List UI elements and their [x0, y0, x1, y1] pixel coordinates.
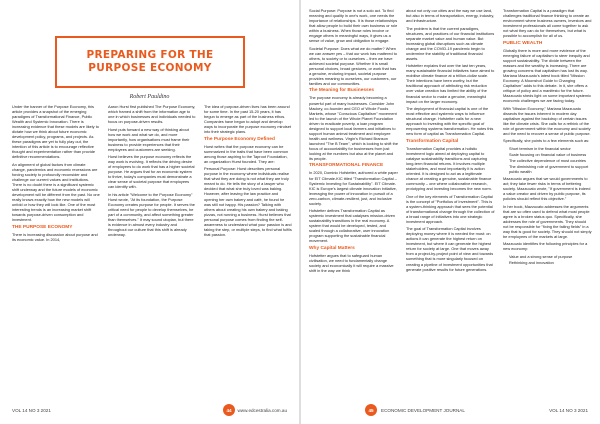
paragraph: Hurst puts forward a new way of thinking about how we work and what we do, and more importantly, how organisations must frame their business to provide experiences that their employees and customers are seeking. — [108, 126, 190, 152]
section-heading-defined: The Purpose Economy Defined — [204, 136, 275, 142]
right-page-columns — [309, 8, 592, 398]
page-number-badge: 44 — [223, 404, 235, 416]
paragraph: Transformation Capital is a paradigm that challenges traditional finance thinking to create an environment where business owners, investors and investment professionals all come together to ask not what they can do for themselves, but what is possible to accomplish for all of us. — [503, 8, 592, 39]
paragraph: Aaron Hurst first published The Purpose Economy, which framed a shift from the information age to one in which businesses and individuals needed to focus on purpose-driven results. — [108, 104, 196, 125]
section-heading-transformation-capital: Transformation Capital — [406, 138, 459, 144]
paragraph: With "Mission Economy," Mariana Mazzucato dissects the issues inherent in modern day capitalism against the backdrop of certain issues like the climate crisis. She calls for a rethink of the role of government within the economy and society and the need to recover a sense of public purpose. — [503, 105, 591, 136]
paragraph: Under the banner of the Purpose Economy, this article provides a snapshot of the emerging paradigms of Transformational Finance, Public Wealth and Systemic Innovation. There is increasing evidence that these models are likely to dictate how we think about future economic development policy, programs, and projects. As these paradigms are yet to fully play out, the intention of this article is to encourage reflective thought and experimentation rather than provide definitive recommendations. — [12, 104, 99, 160]
list-item: • The collective dependence of most countries — [509, 158, 592, 163]
list-item: • Short termism in the financial sector — [509, 146, 592, 151]
title-line-1: PREPARING FOR THE — [86, 49, 214, 61]
left-page — [0, 0, 299, 424]
paragraph: The problem is that the current paradigms, structures, and practices of our financial institutions separate market value and human value. But increasing global disruptions such as climate change and the COVID-19 pandemic begin to undermine the stability of traditional financial assets. — [406, 25, 495, 61]
left-column-1 — [12, 104, 100, 399]
footer-magazine-name: ECONOMIC DEVELOPMENT JOURNAL — [381, 408, 465, 413]
page-number-badge: 45 — [365, 404, 377, 416]
paragraph: Globally there is more and more evidence of the emerging failure of capitalism to steer inequity and support sustainability. The divide between the masses and the wealthy is increasing. There are growing concerns that capitalism has lost its way. Mariana Mazzucato's latest book titled "Mission Economy: A Moonshot Guide to Changing Capitalism" adds to this debate. In it, she offers a critique of policy and a manifesto for the future. Mazzucato sheds light on some important systemic economic challenges we are facing today. — [503, 47, 592, 104]
list-item: • Value and a strong sense of purpose — [509, 254, 592, 259]
right-page — [301, 0, 600, 424]
footer-website-link[interactable]: www.edcestralia.com.au — [237, 408, 287, 413]
paragraph: Social Purpose: Purpose is not a solo act. To find meaning and quality in one's work, one needs the importance of relationships. It is those relationships that allow people to build their own business or role within a business. When those roles involve or engage others in meaningful ways, it gives us a sense of value, grow and obligation to engage. — [309, 8, 398, 44]
paragraph: Specifically, she points to a few elements such as: — [503, 138, 590, 144]
right-column-3 — [503, 8, 592, 398]
paragraph: Mazzucato argues that we would governments to act; they take fewer risks in terms of bettering society. Mazzucato wrote, "If government is indeed a value creator and driven by public purpose, its policies should reflect this objective." — [503, 175, 591, 202]
paragraph: In his article "Welcome to the Purpose Economy" Hurst wrote, "At its foundation, the Purpose Economy creates purpose for people. It serves the critical need for people to develop themselves, be part of a community, and affect something greater than themselves." It may sound utopian, but there is evidence in almost every industry and throughout our culture that this shift is already underway. — [108, 191, 195, 238]
author-byline: Robert Pauldino — [129, 94, 170, 100]
paragraph: Hofstetter defines Transformation Capital as systemic investment that catalyses mission-driven sustainability transitions in the real economy. A system that would be developed, tested, and scaled through a collaborative, user innovation program supporting the sustainable financial movement. — [309, 208, 396, 244]
paragraph: One of the key elements of Transformation Capital is the concept of "Portfolios of Investment". This is a system-thinking approach that sees the potential of transformational change through the collection of a broad range of initiatives into one strategic investment approach. — [406, 193, 495, 224]
left-column-2 — [108, 104, 196, 399]
paragraph: In her book, Mazzucato addresses the arguments that are so often used to defend what most people agree is a broken status quo. Specifically, she addresses the role of governments. They should not be responsible for "fixing the failing fields" in a way that is good for society. They should not simply be employees of the markets at large. — [503, 203, 592, 239]
right-column-1 — [309, 8, 398, 398]
paragraph: Hofstetter argues that to safeguard human civilisation, we need to fundamentally change society and economically it will require a massive shift in the way we think — [309, 252, 394, 274]
paragraph: The goal of Transformation Capital involves deploying money where it is needed the most: on actions it can generate the highest return on investment, but where it can generate the highest return for society at large. One that moves away from a project-by-project point of view and towards something that is more singularly focused on creating a pipeline of investment opportunities that generate positive results for future generations. — [406, 226, 494, 272]
right-column-2 — [406, 8, 495, 398]
bullet-list — [503, 146, 592, 174]
bullet-list — [503, 254, 592, 265]
left-page-footer — [0, 404, 299, 418]
paragraph: about not only our cities and the way we use land, but also in terms of transportation, energy, industry, and infrastructure. — [406, 8, 495, 24]
paragraph: Mazzucato identifies the following principles for a new economy: — [503, 241, 588, 252]
paragraph: There is increasing discussion about purpose and its economic value. In 2014, — [12, 231, 98, 242]
section-heading-public-wealth: PUBLIC WEALTH — [503, 40, 543, 46]
right-page-footer — [301, 404, 600, 418]
article-title-box — [55, 36, 245, 88]
paragraph: Hurst believes the purpose economy reflects the way work is evolving. It reflects the driving desire of employees to do work that has a higher societal purpose. He argues that for an economic system to thrive, today's companies must demonstrate a clear sense of societal purpose that employees can identify with. — [108, 154, 195, 190]
paragraph: Personal Purpose: Hurst describes personal purpose in the economy where individuals realise that what they are doing is not what they are truly meant to do. He tells the story of a lawyer who decided that what she truly loved was baking. However, after leaving the law practice and opening her own bakery and café, he found he was still not happy. His passion? Talking with others about creating his own bakery and baking pizzas, not running a business. Hurst believes that personal purpose comes from finding the self-awareness to understand what your passion is and taking the step, or multiple steps, to find what fulfils that passion. — [204, 166, 292, 237]
list-item: • Rethinking and innovation — [509, 260, 592, 265]
title-line-2: PURPOSE ECONOMY — [88, 62, 212, 74]
footer-volume: VOL 14 NO 3 2021 — [549, 408, 588, 413]
paragraph: Hurst writes that the purpose economy can be summarized in the traits that have been common among those aspiring to the Taproot Foundation, an organization Hurst founded. They are: — [204, 143, 289, 164]
paragraph: The purpose economy is already becoming a powerful part of many businesses. Consider John Mackey, co-founder and CEO of Whole Foods Markets, whose "Conscious Capitalism" movement led to the launch of the Whole Planet Foundation driven to eradicate poverty, a loan program designed to support local farmers and initiatives to support human animal treatment and employee health and wellness. Virgin's Richard Branson launched "The B Team", which is looking to shift the focus of accountability for businesses from just looking at the numbers but also at the planet and its people. — [309, 95, 398, 162]
section-heading-transformational-finance: TRANSFORMATIONAL FINANCE — [309, 163, 384, 169]
list-item: • The diminishing role of government to support public wealth — [509, 164, 592, 174]
section-heading-why-capital: Why Capital Matters — [309, 245, 355, 251]
left-column-3 — [204, 104, 292, 399]
paragraph: The idea of purpose-driven lives has been around for some time. In the past 15-20 years, it has begun to emerge as part of the business ethos. Companies have begun to adopt and develop ways to incorporate the purpose economy mindset into their strategic plans. — [204, 104, 291, 135]
paragraph: In 2020, Dominic Hofstetter, authored a white paper for EIT Climate-KIC titled "Transformation Capital – Systemic Investing for Sustainability". EIT Climate-KIC is Europe's largest climate innovation initiative, leveraging the power of innovation in pursuit of a zero-carbon, climate-resilient, just, and inclusive society. — [309, 170, 398, 206]
paragraph: Transformation Capital provides a holistic investment logic aimed at deploying capital to catalyse sustainability transitions and capturing long-term financial returns. It involves multiple stakeholders, and most importantly it is action oriented. It is designed to act as a legitimate chance at creating a genuine, sustainable finance community – one where collaborative research, prototyping and investing becomes the new norm. — [406, 145, 492, 192]
list-item: • Scale focusing on financial value of business — [509, 152, 592, 157]
section-heading-purpose-economy: THE PURPOSE ECONOMY — [12, 224, 73, 230]
footer-volume: VOL 14 NO 3 2021 — [12, 408, 51, 413]
paragraph: The deployment of financial capital is one of the most effective and systemic ways to influence structural change. Hofstetter calls for a new approach to investing with the specific goal of empowering systems transformation. He notes this new form of capital as Transformation Capital. — [406, 106, 494, 137]
left-page-columns — [12, 104, 292, 399]
section-heading-businesses: The Meaning for Businesses — [309, 88, 375, 94]
paragraph: Societal Purpose: Does what we do matter? When we can answer yes – that our work has mattered to others, to society or to ourselves – then we have achieved societal purpose. Whether it is small personal choices, broad gestures, or work that has a genuine, enduring impact, societal purpose provides meaning to ourselves, our customers, our families and our communities. — [309, 45, 398, 87]
paragraph: Hofstetter explains that over the last ten years, many sustainable financial initiatives have aimed to mobilise climate finance at a trillion-dollar scale. Their intentions have been worthy, but the traditional approach of attributing risk reduction over value creation has limited the ability of the financial sector to make a genuine, meaningful impact on the larger economy. — [406, 63, 495, 104]
paragraph: An alignment of global factors from climate change, pandemics and economic recessions are forcing society to profoundly reconsider and challenge our current values and institutions. There is no doubt there is a significant systemic shift underway and the future models of economic development will be different from the past. No one really knows exactly how the new models will unfold or how they will look like. One of the most interesting trends is an increasing market shift towards purpose-driven consumption and investment. — [12, 161, 100, 223]
